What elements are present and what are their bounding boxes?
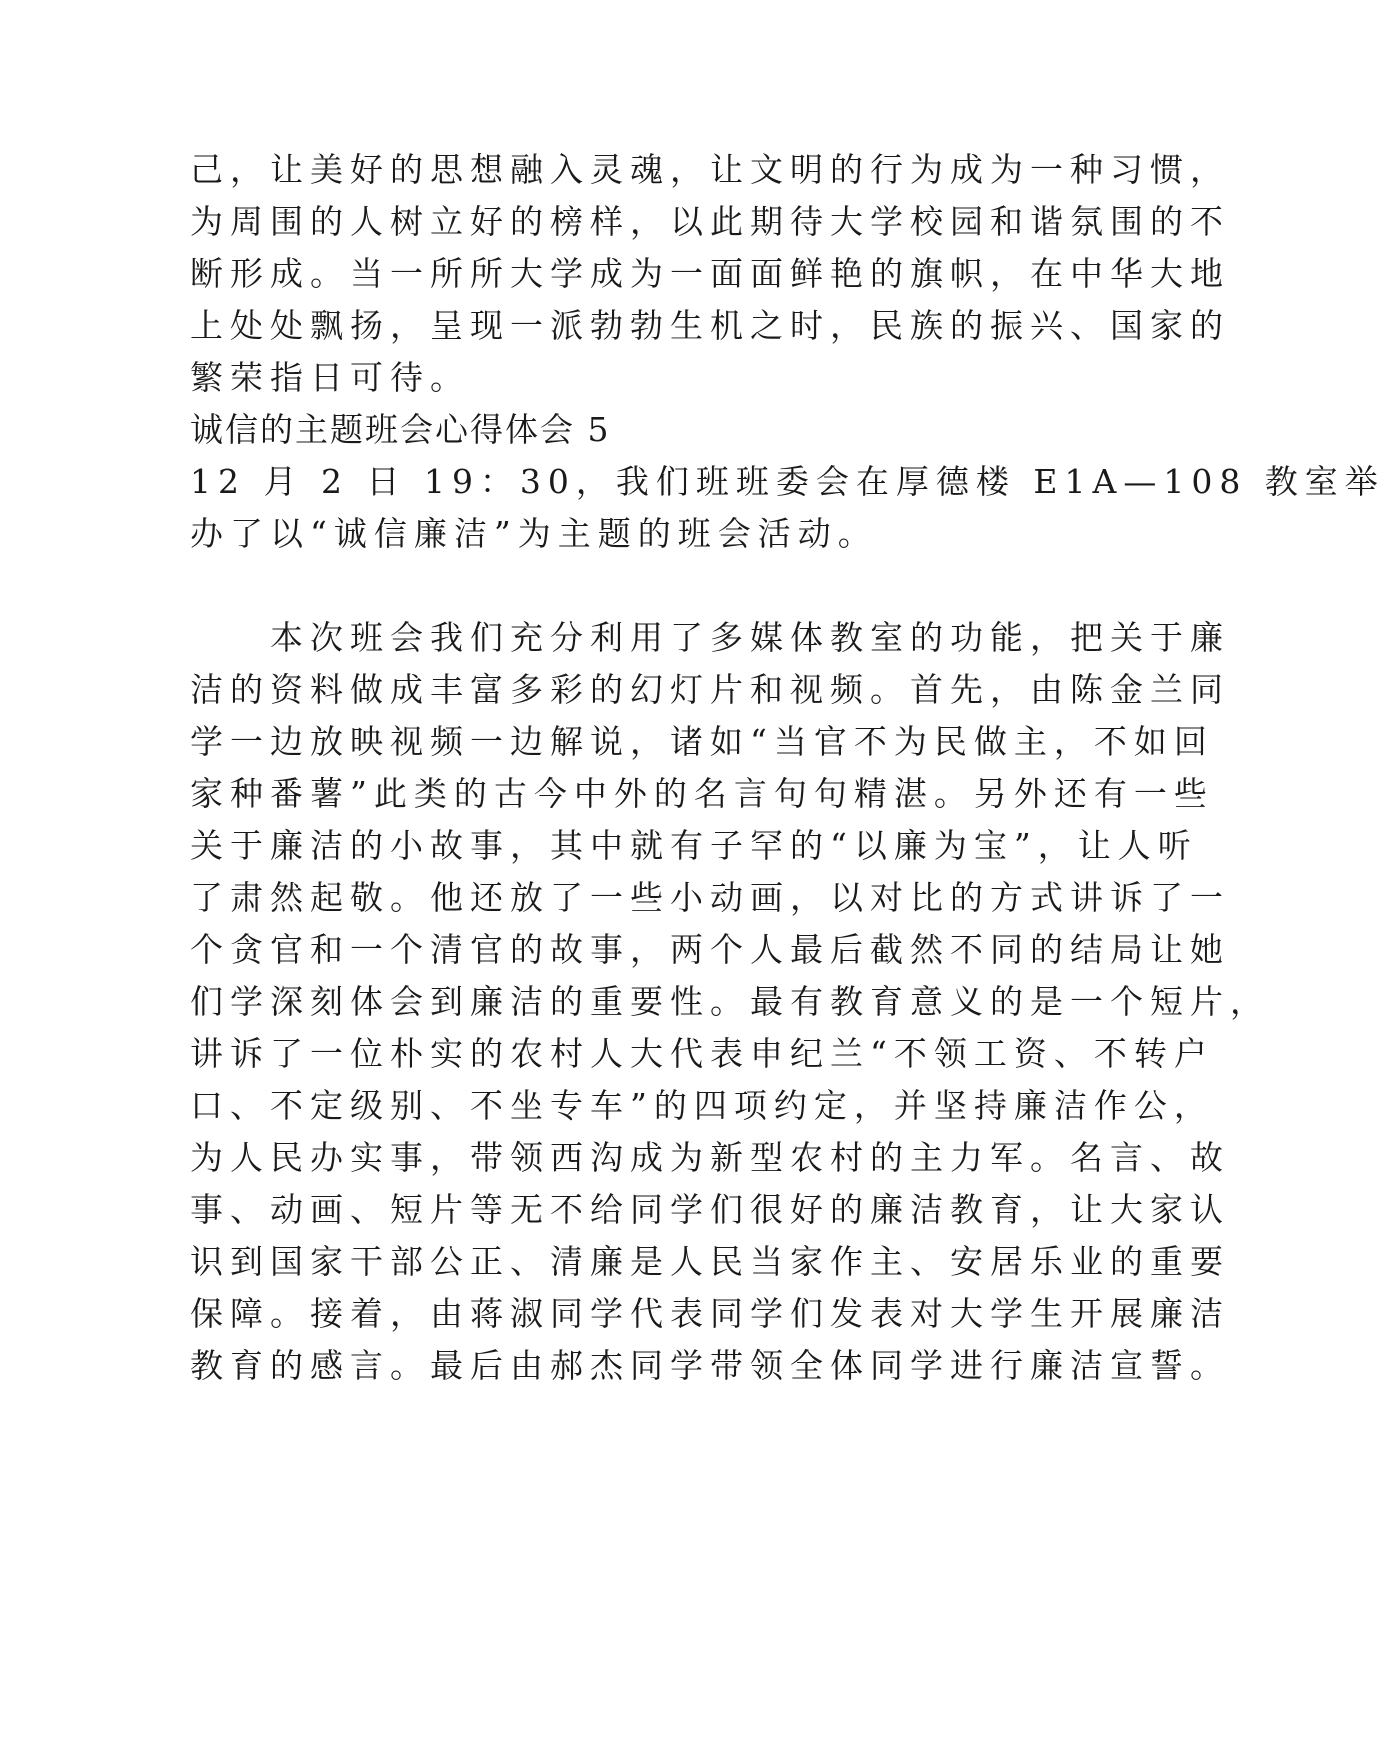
paragraph-line: 上处处飘扬，呈现一派勃勃生机之时，民族的振兴、国家的 [190, 306, 1230, 345]
paragraph-line: 己，让美好的思想融入灵魂，让文明的行为成为一种习惯， [190, 150, 1230, 189]
paragraph-line: 讲诉了一位朴实的农村人大代表申纪兰“不领工资、不转户 [190, 1034, 1214, 1073]
paragraph-line: 事、动画、短片等无不给同学们很好的廉洁教育，让大家认 [190, 1190, 1230, 1229]
paragraph-line: 口、不定级别、不坐专车”的四项约定，并坚持廉洁作公， [190, 1086, 1214, 1125]
paragraph-line: 家种番薯”此类的古今中外的名言句句精湛。另外还有一些 [190, 774, 1214, 813]
paragraph-line: 繁荣指日可待。 [190, 358, 470, 397]
paragraph-line: 识到国家干部公正、清廉是人民当家作主、安居乐业的重要 [190, 1242, 1230, 1281]
paragraph-line: 关于廉洁的小故事，其中就有子罕的“以廉为宝”，让人听 [190, 826, 1198, 865]
paragraph-line: 教育的感言。最后由郝杰同学带领全体同学进行廉洁宣誓。 [190, 1346, 1230, 1385]
paragraph-line: 为周围的人树立好的榜样，以此期待大学校园和谐氛围的不 [190, 202, 1230, 241]
section-title: 诚信的主题班会心得体会 5 [190, 410, 611, 449]
paragraph-line: 洁的资料做成丰富多彩的幻灯片和视频。首先，由陈金兰同 [190, 670, 1230, 709]
paragraph-line: 为人民办实事，带领西沟成为新型农村的主力军。名言、故 [190, 1138, 1230, 1177]
paragraph-line: 了肃然起敬。他还放了一些小动画，以对比的方式讲诉了一 [190, 878, 1230, 917]
paragraph-line: 断形成。当一所所大学成为一面面鲜艳的旗帜，在中华大地 [190, 254, 1230, 293]
paragraph-line: 学一边放映视频一边解说，诸如“当官不为民做主，不如回 [190, 722, 1214, 761]
paragraph-line: 本次班会我们充分利用了多媒体教室的功能，把关于廉 [190, 618, 1230, 657]
paragraph-line: 保障。接着，由蒋淑同学代表同学们发表对大学生开展廉洁 [190, 1294, 1230, 1333]
paragraph-line: 个贪官和一个清官的故事，两个人最后截然不同的结局让她 [190, 930, 1230, 969]
paragraph-line: 们学深刻体会到廉洁的重要性。最有教育意义的是一个短片， [190, 982, 1270, 1021]
paragraph-line: 12 月 2 日 19：30，我们班班委会在厚德楼 E1A—108 教室举 [190, 462, 1385, 501]
paragraph-line: 办了以“诚信廉洁”为主题的班会活动。 [190, 514, 878, 553]
